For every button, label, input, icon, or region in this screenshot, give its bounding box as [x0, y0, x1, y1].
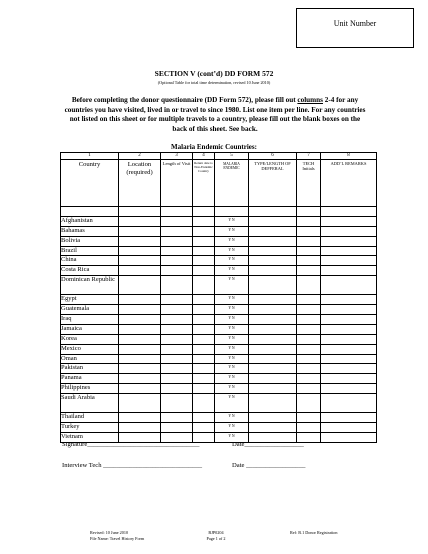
- entry-cell[interactable]: [161, 334, 193, 344]
- entry-cell[interactable]: [321, 276, 377, 295]
- table-row: [61, 334, 377, 344]
- country-cell: Pakistan: [61, 364, 119, 374]
- entry-cell[interactable]: [193, 236, 215, 246]
- entry-cell[interactable]: [321, 256, 377, 266]
- footer-left: [90, 530, 144, 543]
- entry-cell[interactable]: [249, 305, 297, 315]
- entry-cell[interactable]: [161, 315, 193, 325]
- country-cell: Egypt: [61, 295, 119, 305]
- header-return-date: Return date to Non-Endemic Country: [193, 160, 215, 207]
- entry-cell[interactable]: [161, 216, 193, 226]
- entry-cell[interactable]: [249, 276, 297, 295]
- entry-cell[interactable]: [119, 324, 161, 334]
- table-row: [61, 236, 377, 246]
- entry-cell[interactable]: [249, 344, 297, 354]
- table-row: [61, 394, 377, 413]
- entry-cell[interactable]: [249, 354, 297, 364]
- entry-cell[interactable]: [119, 315, 161, 325]
- column-number: 7: [297, 153, 321, 160]
- header-remarks: ADD’L REMARKS: [321, 160, 377, 207]
- column-number: 5: [215, 153, 249, 160]
- entry-cell[interactable]: [321, 266, 377, 276]
- entry-cell[interactable]: [249, 394, 297, 413]
- malaria-yn-cell[interactable]: Y N: [215, 226, 249, 236]
- entry-cell[interactable]: [193, 334, 215, 344]
- malaria-yn-cell[interactable]: Y N: [215, 295, 249, 305]
- entry-cell[interactable]: [161, 344, 193, 354]
- malaria-yn-cell[interactable]: Y N: [215, 276, 249, 295]
- entry-cell[interactable]: [297, 305, 321, 315]
- malaria-yn-cell[interactable]: Y N: [215, 334, 249, 344]
- entry-cell[interactable]: [119, 344, 161, 354]
- country-cell: Panama: [61, 374, 119, 384]
- country-cell: Saudi Arabia: [61, 394, 119, 413]
- malaria-yn-cell[interactable]: Y N: [215, 246, 249, 256]
- entry-cell[interactable]: [297, 394, 321, 413]
- column-number: 6: [249, 153, 297, 160]
- travel-history-table: [60, 152, 377, 443]
- malaria-yn-cell[interactable]: Y N: [215, 266, 249, 276]
- malaria-yn-cell[interactable]: Y N: [215, 216, 249, 226]
- entry-cell[interactable]: [119, 266, 161, 276]
- entry-cell[interactable]: [119, 216, 161, 226]
- entry-cell[interactable]: [193, 344, 215, 354]
- column-number: 1: [61, 153, 119, 160]
- entry-cell[interactable]: [297, 315, 321, 325]
- entry-cell[interactable]: [161, 394, 193, 413]
- interview-date-line[interactable]: Date __________________: [232, 462, 306, 469]
- entry-cell[interactable]: [297, 324, 321, 334]
- country-cell: Bolivia: [61, 236, 119, 246]
- entry-cell[interactable]: [321, 295, 377, 305]
- entry-cell[interactable]: [161, 324, 193, 334]
- table-row: [61, 256, 377, 266]
- entry-cell[interactable]: [297, 423, 321, 433]
- entry-cell[interactable]: [193, 216, 215, 226]
- footer-revised: Revised: 10 June 2010: [90, 530, 129, 535]
- country-cell: Afghanistan: [61, 216, 119, 226]
- entry-cell[interactable]: [321, 344, 377, 354]
- header-type-length: TYPE/LENGTH OF DEFFERAL: [249, 160, 297, 207]
- entry-cell[interactable]: [161, 256, 193, 266]
- table-row: [61, 364, 377, 374]
- country-cell: Thailand: [61, 413, 119, 423]
- entry-cell[interactable]: [193, 384, 215, 394]
- entry-cell[interactable]: [193, 295, 215, 305]
- entry-cell[interactable]: [297, 256, 321, 266]
- signature-line[interactable]: Signature__________________________________: [62, 441, 200, 448]
- entry-cell[interactable]: [297, 236, 321, 246]
- table-row: [61, 315, 377, 325]
- country-cell: Turkey: [61, 423, 119, 433]
- entry-cell[interactable]: [161, 226, 193, 236]
- entry-cell[interactable]: [249, 423, 297, 433]
- table-row: [61, 374, 377, 384]
- malaria-heading: Malaria Endemic Countries:: [171, 143, 257, 151]
- entry-cell[interactable]: [297, 246, 321, 256]
- table-row: [61, 295, 377, 305]
- entry-cell[interactable]: [297, 413, 321, 423]
- malaria-yn-cell[interactable]: Y N: [215, 236, 249, 246]
- header-malaria-endemic: MALARIA ENDEMIC: [215, 160, 249, 207]
- entry-cell[interactable]: [297, 354, 321, 364]
- table-row: [61, 344, 377, 354]
- entry-cell[interactable]: [321, 236, 377, 246]
- entry-cell[interactable]: [193, 413, 215, 423]
- entry-cell[interactable]: [193, 354, 215, 364]
- malaria-yn-cell[interactable]: Y N: [215, 374, 249, 384]
- column-number: 2: [119, 153, 161, 160]
- column-number: 8: [321, 153, 377, 160]
- entry-cell[interactable]: [321, 384, 377, 394]
- entry-cell[interactable]: [249, 295, 297, 305]
- country-cell: Costa Rica: [61, 266, 119, 276]
- entry-cell[interactable]: [119, 246, 161, 256]
- table-row: [61, 216, 377, 226]
- entry-cell[interactable]: [161, 295, 193, 305]
- entry-cell[interactable]: [193, 364, 215, 374]
- entry-cell[interactable]: [161, 236, 193, 246]
- entry-cell[interactable]: [249, 413, 297, 423]
- entry-cell[interactable]: [321, 305, 377, 315]
- entry-cell[interactable]: [161, 266, 193, 276]
- country-cell: Mexico: [61, 344, 119, 354]
- table-row: [61, 423, 377, 433]
- entry-cell[interactable]: [161, 384, 193, 394]
- blank-row: [61, 207, 377, 217]
- country-cell: Brazil: [61, 246, 119, 256]
- entry-cell[interactable]: [297, 226, 321, 236]
- header-tech-initials: TECH Initials: [297, 160, 321, 207]
- malaria-yn-cell[interactable]: Y N: [215, 384, 249, 394]
- entry-cell[interactable]: [321, 374, 377, 384]
- table-row: [61, 324, 377, 334]
- entry-cell[interactable]: [249, 384, 297, 394]
- footer-code: BJP0204: [208, 530, 224, 535]
- entry-cell[interactable]: [321, 216, 377, 226]
- country-rows: [61, 216, 377, 442]
- table-row: [61, 413, 377, 423]
- entry-cell[interactable]: [321, 364, 377, 374]
- entry-cell[interactable]: [249, 374, 297, 384]
- entry-cell[interactable]: [321, 394, 377, 413]
- entry-cell[interactable]: [193, 266, 215, 276]
- intro-before: Before completing the donor questionnaire (DD Form 572), please fill out: [71, 96, 296, 104]
- country-cell: Dominican Republic: [61, 276, 119, 295]
- malaria-yn-cell[interactable]: Y N: [215, 364, 249, 374]
- table-row: [61, 266, 377, 276]
- entry-cell[interactable]: [249, 246, 297, 256]
- entry-cell[interactable]: [321, 226, 377, 236]
- intro-after: 2-4 for any countries you have visited, lived in or travel to since 1980. List one item per line. For any countries not listed on this sheet or for multiple travels to a country, please fill out the blank boxes on the back of this sheet. See back.: [64, 96, 366, 133]
- entry-cell[interactable]: [119, 374, 161, 384]
- malaria-yn-cell[interactable]: Y N: [215, 305, 249, 315]
- entry-cell[interactable]: [119, 256, 161, 266]
- entry-cell[interactable]: [119, 226, 161, 236]
- table-row: [61, 246, 377, 256]
- country-cell: Korea: [61, 334, 119, 344]
- entry-cell[interactable]: [193, 226, 215, 236]
- entry-cell[interactable]: [321, 324, 377, 334]
- country-cell: Oman: [61, 354, 119, 364]
- malaria-yn-cell[interactable]: Y N: [215, 315, 249, 325]
- entry-cell[interactable]: [161, 413, 193, 423]
- intro-underlined: columns: [297, 96, 323, 104]
- entry-cell[interactable]: [321, 334, 377, 344]
- entry-cell[interactable]: [321, 413, 377, 423]
- country-cell: Bahamas: [61, 226, 119, 236]
- entry-cell[interactable]: [193, 423, 215, 433]
- entry-cell[interactable]: [161, 246, 193, 256]
- entry-cell[interactable]: [193, 305, 215, 315]
- header-country: Country: [61, 160, 119, 207]
- malaria-yn-cell[interactable]: Y N: [215, 256, 249, 266]
- country-cell: Philippines: [61, 384, 119, 394]
- table-row: [61, 276, 377, 295]
- entry-cell[interactable]: [161, 276, 193, 295]
- table-row: [61, 305, 377, 315]
- entry-cell[interactable]: [193, 324, 215, 334]
- entry-cell[interactable]: [119, 295, 161, 305]
- entry-cell[interactable]: [321, 432, 377, 442]
- interview-tech-line[interactable]: Interview Tech ______________________________: [62, 462, 203, 469]
- entry-cell[interactable]: [249, 256, 297, 266]
- entry-cell[interactable]: [297, 384, 321, 394]
- table-row: [61, 354, 377, 364]
- entry-cell[interactable]: [119, 354, 161, 364]
- entry-cell[interactable]: [161, 305, 193, 315]
- country-cell: Jamaica: [61, 324, 119, 334]
- malaria-yn-cell[interactable]: Y N: [215, 354, 249, 364]
- entry-cell[interactable]: [297, 364, 321, 374]
- entry-cell[interactable]: [297, 334, 321, 344]
- entry-cell[interactable]: [119, 334, 161, 344]
- entry-cell[interactable]: [297, 295, 321, 305]
- entry-cell[interactable]: [119, 364, 161, 374]
- entry-cell[interactable]: [161, 354, 193, 364]
- footer-ref: Ref: B.1 Donor Registration: [290, 530, 338, 535]
- intro-instructions: [62, 96, 368, 134]
- entry-cell[interactable]: [249, 216, 297, 226]
- entry-cell[interactable]: [249, 324, 297, 334]
- entry-cell[interactable]: [193, 256, 215, 266]
- malaria-yn-cell[interactable]: Y N: [215, 344, 249, 354]
- entry-cell[interactable]: [297, 276, 321, 295]
- entry-cell[interactable]: [249, 315, 297, 325]
- entry-cell[interactable]: [119, 394, 161, 413]
- footer-file-name: File Name: Travel History Form: [90, 536, 145, 542]
- country-cell: China: [61, 256, 119, 266]
- footer-page: Page 1 of 2: [206, 536, 226, 542]
- country-cell: Vietnam: [61, 432, 119, 442]
- entry-cell[interactable]: [119, 413, 161, 423]
- entry-cell[interactable]: [161, 374, 193, 384]
- unit-number-box[interactable]: [296, 8, 414, 48]
- entry-cell[interactable]: [119, 236, 161, 246]
- entry-cell[interactable]: [193, 276, 215, 295]
- entry-cell[interactable]: [161, 364, 193, 374]
- entry-cell[interactable]: [193, 315, 215, 325]
- table-row: [61, 226, 377, 236]
- entry-cell[interactable]: [193, 394, 215, 413]
- entry-cell[interactable]: [321, 315, 377, 325]
- entry-cell[interactable]: [119, 305, 161, 315]
- entry-cell[interactable]: [119, 384, 161, 394]
- country-cell: Iraq: [61, 315, 119, 325]
- entry-cell[interactable]: [249, 226, 297, 236]
- malaria-yn-cell[interactable]: Y N: [215, 394, 249, 413]
- column-number: 3: [161, 153, 193, 160]
- entry-cell[interactable]: [297, 266, 321, 276]
- column-number-row: [61, 153, 377, 160]
- malaria-yn-cell[interactable]: Y N: [215, 432, 249, 442]
- entry-cell[interactable]: [249, 364, 297, 374]
- column-header-row: [61, 160, 377, 207]
- entry-cell[interactable]: [297, 216, 321, 226]
- entry-cell[interactable]: [297, 344, 321, 354]
- entry-cell[interactable]: [321, 246, 377, 256]
- column-number: 4: [193, 153, 215, 160]
- entry-cell[interactable]: [119, 276, 161, 295]
- malaria-yn-cell[interactable]: Y N: [215, 423, 249, 433]
- malaria-yn-cell[interactable]: Y N: [215, 324, 249, 334]
- header-length: Length of Visit: [161, 160, 193, 207]
- footer-center: [196, 530, 236, 543]
- malaria-yn-cell[interactable]: Y N: [215, 413, 249, 423]
- entry-cell[interactable]: [161, 423, 193, 433]
- entry-cell[interactable]: [297, 374, 321, 384]
- entry-cell[interactable]: [249, 334, 297, 344]
- entry-cell[interactable]: [193, 374, 215, 384]
- country-cell: Guatemala: [61, 305, 119, 315]
- section-subtitle: (Optional Table for total time determination, revised 10 June 2010): [157, 80, 271, 85]
- entry-cell[interactable]: [119, 423, 161, 433]
- signature-date-line[interactable]: Date__________________: [232, 441, 304, 448]
- header-location: Location (required): [119, 160, 161, 207]
- unit-number-label: Unit Number: [333, 19, 377, 28]
- entry-cell[interactable]: [193, 246, 215, 256]
- footer-right: [290, 530, 337, 536]
- entry-cell[interactable]: [249, 236, 297, 246]
- section-title: SECTION V (cont’d) DD FORM 572: [154, 69, 274, 78]
- entry-cell[interactable]: [321, 354, 377, 364]
- entry-cell[interactable]: [249, 266, 297, 276]
- entry-cell[interactable]: [321, 423, 377, 433]
- table-row: [61, 384, 377, 394]
